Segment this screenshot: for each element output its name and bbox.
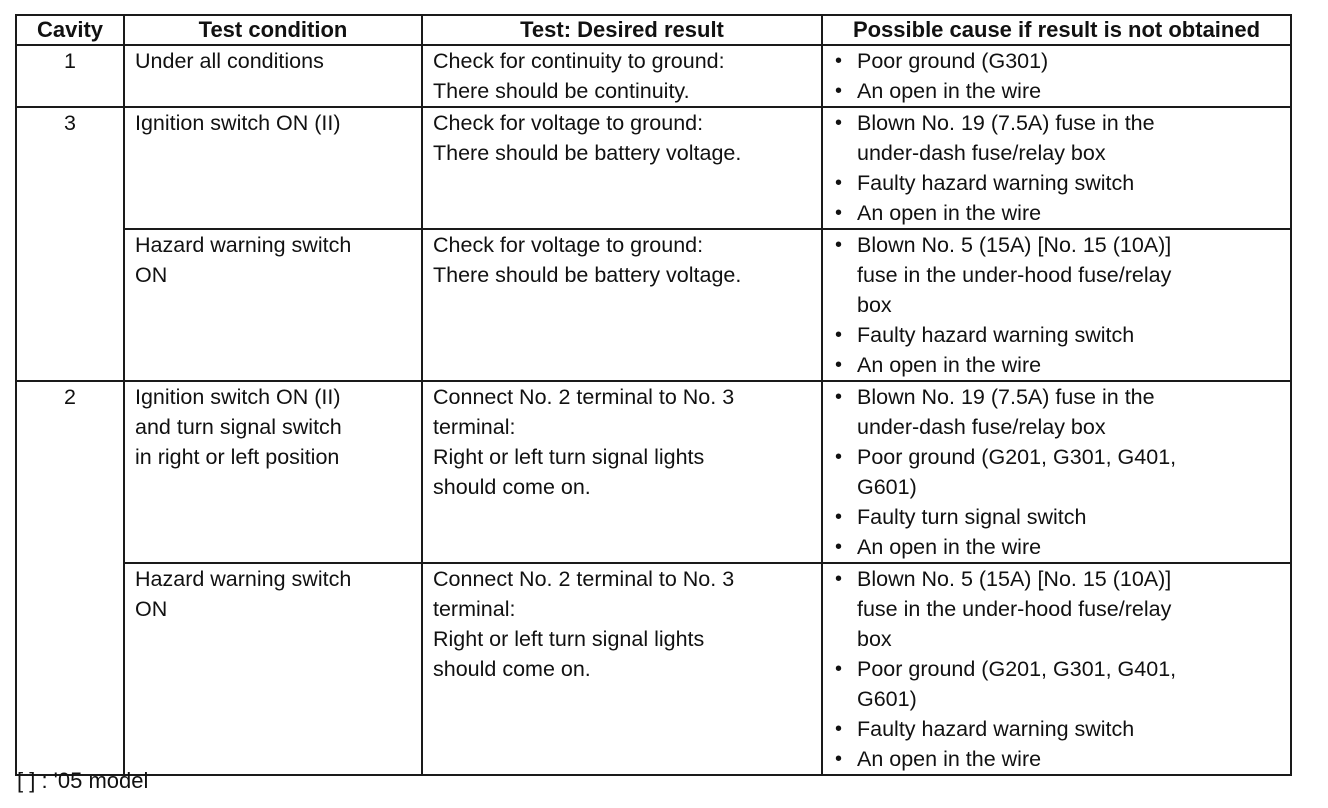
cause-text: An open in the wire <box>857 201 1042 225</box>
bullet-icon: • <box>835 50 843 72</box>
table-row <box>16 45 1291 107</box>
text-line: There should be continuity. <box>433 79 690 103</box>
cause-list <box>823 230 1290 380</box>
cavity-cell: 3 <box>16 107 124 381</box>
cause-text: Blown No. 19 (7.5A) fuse in the <box>857 111 1155 135</box>
cause-text: under-dash fuse/relay box <box>857 141 1106 165</box>
cause-text: Faulty turn signal switch <box>857 505 1087 529</box>
cause-list <box>823 46 1290 106</box>
table-row <box>16 381 1291 563</box>
result-cell <box>422 107 822 229</box>
result-cell <box>422 381 822 563</box>
bullet-icon: • <box>835 718 843 740</box>
cause-text: Poor ground (G301) <box>857 49 1049 73</box>
bullet-icon: • <box>835 354 843 376</box>
bullet-icon: • <box>835 324 843 346</box>
list-item <box>833 350 1286 380</box>
table-row <box>16 229 1291 381</box>
cause-text: fuse in the under-hood fuse/relay <box>857 263 1172 287</box>
condition-cell <box>124 381 422 563</box>
text-line: and turn signal switch <box>135 415 342 439</box>
cause-text: Faulty hazard warning switch <box>857 717 1135 741</box>
list-item <box>833 198 1286 228</box>
text-line: Ignition switch ON (II) <box>135 111 341 135</box>
cause-text: Blown No. 19 (7.5A) fuse in the <box>857 385 1155 409</box>
cause-text: box <box>857 293 892 317</box>
text-line: Under all conditions <box>135 49 324 73</box>
header-possible-cause: Possible cause if result is not obtained <box>822 15 1291 45</box>
cause-text: Faulty hazard warning switch <box>857 323 1135 347</box>
table-body <box>16 45 1291 775</box>
list-item <box>833 532 1286 562</box>
list-item <box>833 714 1286 744</box>
list-item <box>833 76 1286 106</box>
text-line: Hazard warning switch <box>135 233 352 257</box>
cause-text: Blown No. 5 (15A) [No. 15 (10A)] <box>857 233 1172 257</box>
cause-cell <box>822 563 1291 775</box>
list-item <box>833 382 1286 442</box>
spec-table-wrapper <box>15 14 1290 776</box>
cause-text: Faulty hazard warning switch <box>857 171 1135 195</box>
cause-cell <box>822 45 1291 107</box>
condition-cell <box>124 107 422 229</box>
text-line: should come on. <box>433 475 591 499</box>
cause-list <box>823 382 1290 562</box>
table-row <box>16 107 1291 229</box>
troubleshooting-table <box>15 14 1292 776</box>
bullet-icon: • <box>835 536 843 558</box>
list-item <box>833 46 1286 76</box>
text-line: There should be battery voltage. <box>433 141 742 165</box>
cause-text: fuse in the under-hood fuse/relay <box>857 597 1172 621</box>
bullet-icon: • <box>835 80 843 102</box>
condition-cell <box>124 563 422 775</box>
result-cell <box>422 45 822 107</box>
cause-text: G601) <box>857 475 917 499</box>
list-item <box>833 654 1286 714</box>
cause-list <box>823 108 1290 228</box>
cavity-cell: 1 <box>16 45 124 107</box>
bullet-icon: • <box>835 386 843 408</box>
cause-cell <box>822 107 1291 229</box>
cause-text: An open in the wire <box>857 79 1042 103</box>
bullet-icon: • <box>835 234 843 256</box>
cause-text: G601) <box>857 687 917 711</box>
result-cell <box>422 563 822 775</box>
text-line: Hazard warning switch <box>135 567 352 591</box>
footnote-model-note: [ ] : '05 model <box>17 768 149 793</box>
text-line: should come on. <box>433 657 591 681</box>
text-line: ON <box>135 597 168 621</box>
cause-text: An open in the wire <box>857 535 1042 559</box>
condition-cell <box>124 229 422 381</box>
table-row <box>16 563 1291 775</box>
bullet-icon: • <box>835 506 843 528</box>
cause-text: under-dash fuse/relay box <box>857 415 1106 439</box>
cause-text: Poor ground (G201, G301, G401, <box>857 445 1177 469</box>
text-line: Right or left turn signal lights <box>433 445 705 469</box>
cause-text: An open in the wire <box>857 747 1042 771</box>
text-line: in right or left position <box>135 445 340 469</box>
header-row <box>16 15 1291 45</box>
text-line: There should be battery voltage. <box>433 263 742 287</box>
list-item <box>833 320 1286 350</box>
list-item <box>833 168 1286 198</box>
cause-cell <box>822 381 1291 563</box>
text-line: Connect No. 2 terminal to No. 3 <box>433 385 735 409</box>
cause-text: An open in the wire <box>857 353 1042 377</box>
header-desired-result: Test: Desired result <box>422 15 822 45</box>
header-test-condition: Test condition <box>124 15 422 45</box>
bullet-icon: • <box>835 748 843 770</box>
result-cell <box>422 229 822 381</box>
text-line: Check for voltage to ground: <box>433 111 704 135</box>
header-cavity: Cavity <box>16 15 124 45</box>
bullet-icon: • <box>835 202 843 224</box>
list-item <box>833 564 1286 654</box>
cause-text: Poor ground (G201, G301, G401, <box>857 657 1177 681</box>
bullet-icon: • <box>835 568 843 590</box>
bullet-icon: • <box>835 112 843 134</box>
list-item <box>833 442 1286 502</box>
text-line: Ignition switch ON (II) <box>135 385 341 409</box>
cause-list <box>823 564 1290 774</box>
cause-text: box <box>857 627 892 651</box>
text-line: Check for voltage to ground: <box>433 233 704 257</box>
text-line: Check for continuity to ground: <box>433 49 725 73</box>
text-line: Connect No. 2 terminal to No. 3 <box>433 567 735 591</box>
list-item <box>833 502 1286 532</box>
list-item <box>833 108 1286 168</box>
cavity-cell: 2 <box>16 381 124 775</box>
text-line: Right or left turn signal lights <box>433 627 705 651</box>
list-item <box>833 230 1286 320</box>
bullet-icon: • <box>835 172 843 194</box>
cause-cell <box>822 229 1291 381</box>
bullet-icon: • <box>835 658 843 680</box>
text-line: terminal: <box>433 597 516 621</box>
text-line: terminal: <box>433 415 516 439</box>
bullet-icon: • <box>835 446 843 468</box>
cause-text: Blown No. 5 (15A) [No. 15 (10A)] <box>857 567 1172 591</box>
text-line: ON <box>135 263 168 287</box>
condition-cell <box>124 45 422 107</box>
list-item <box>833 744 1286 774</box>
